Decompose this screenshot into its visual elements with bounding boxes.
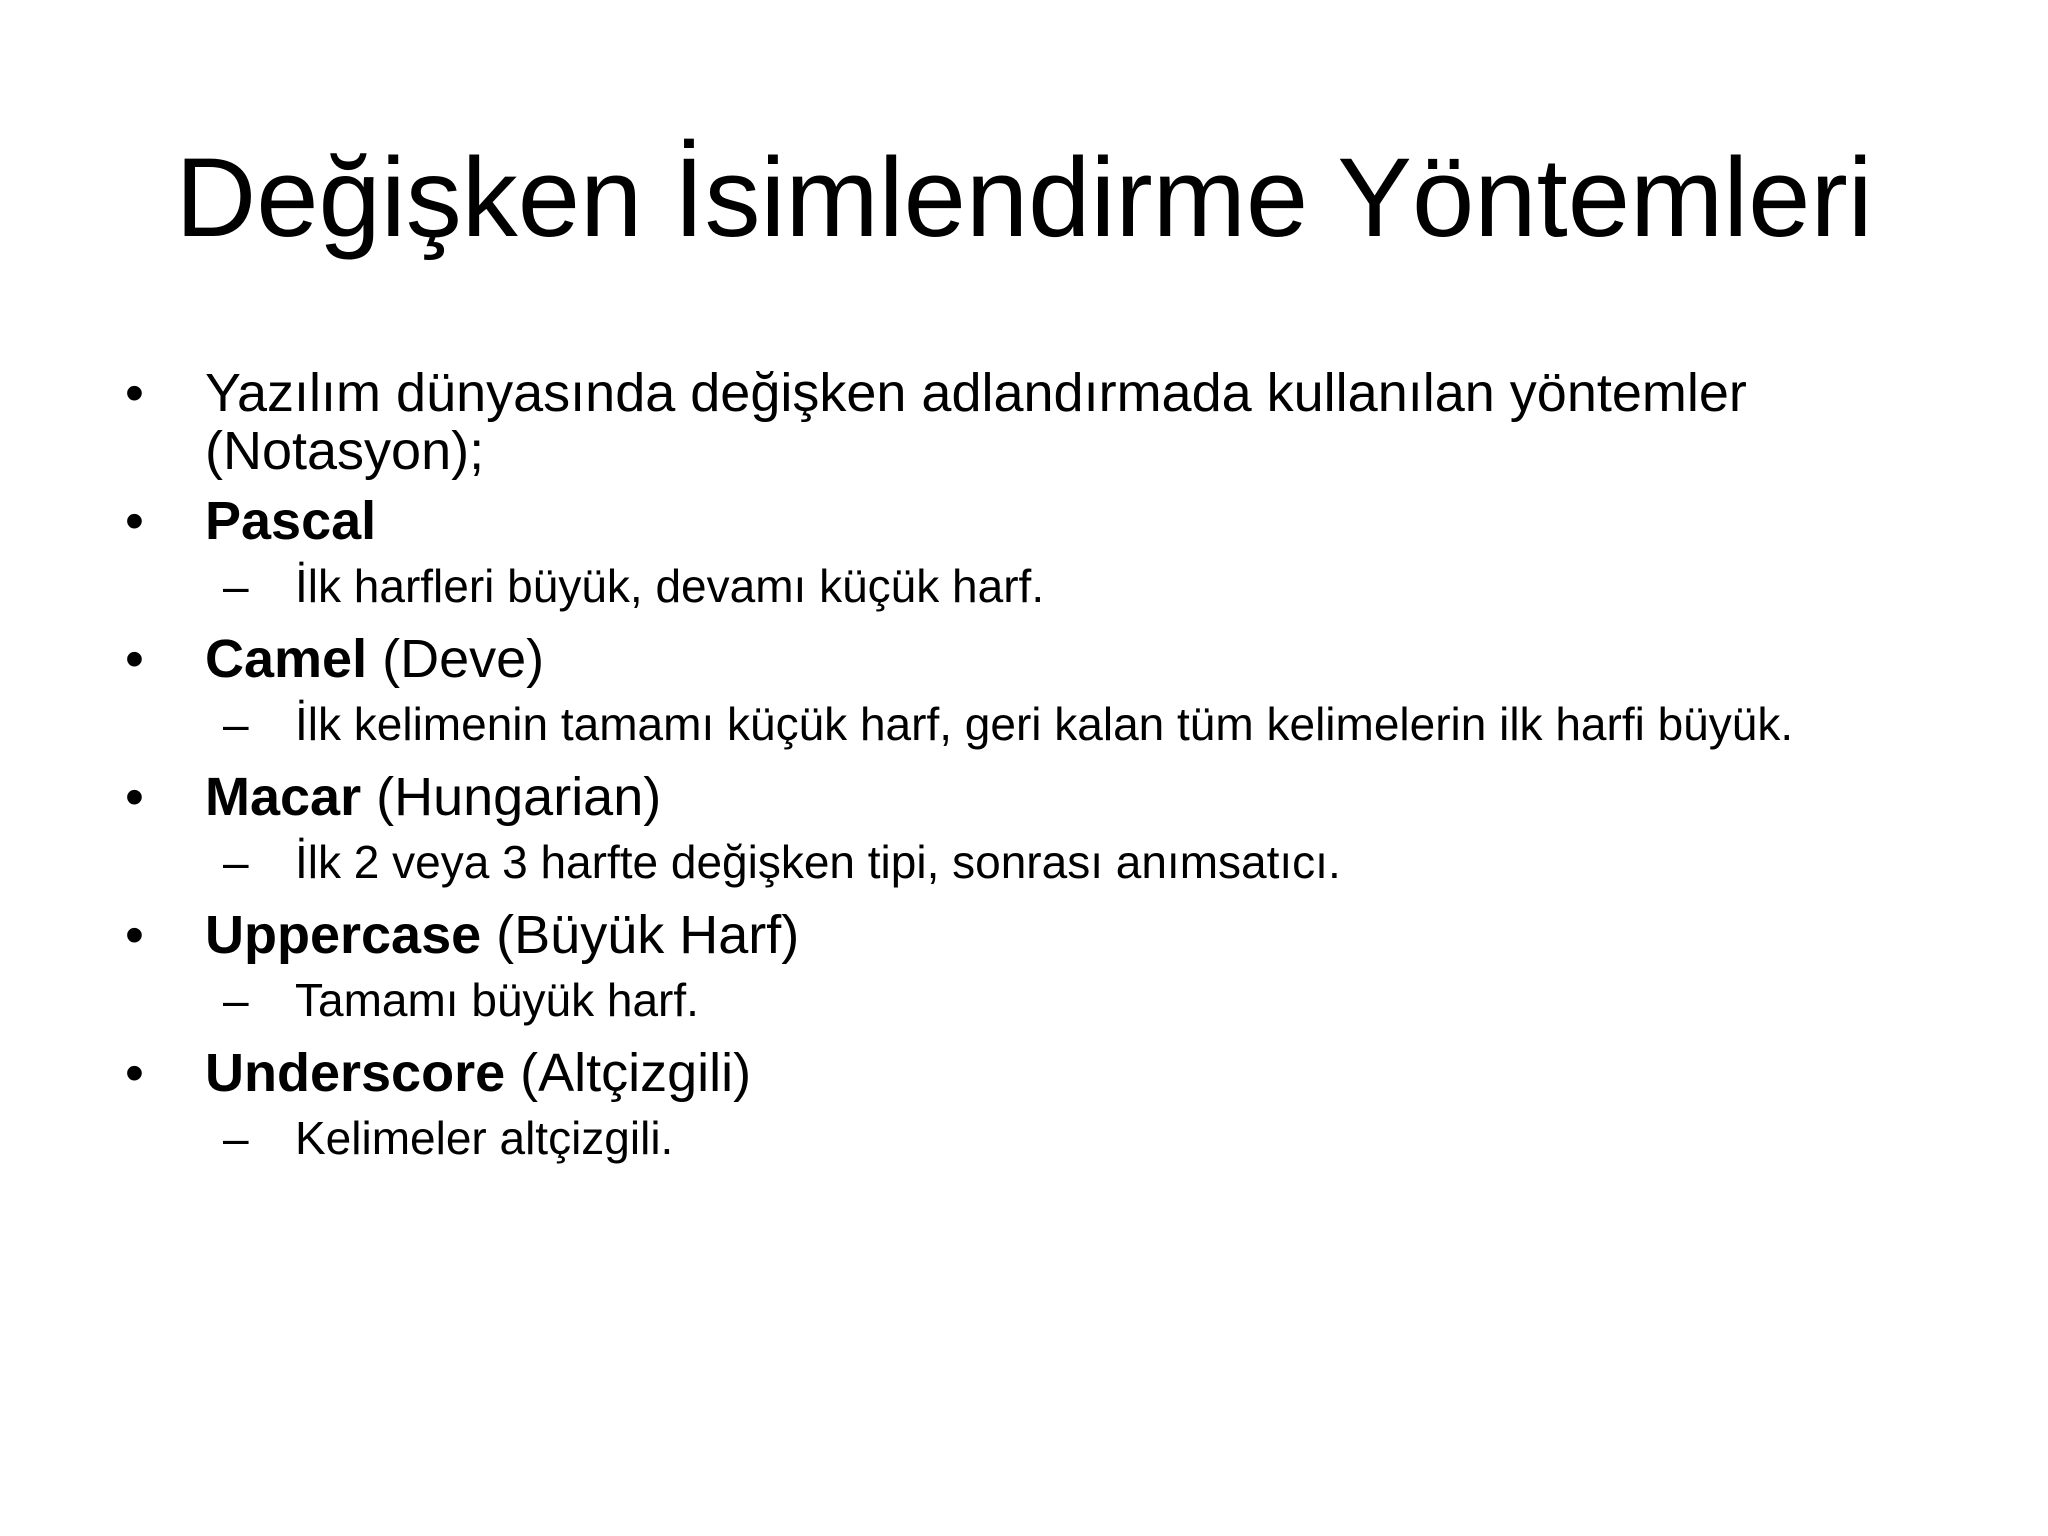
slide-title: Değişken İsimlendirme Yöntemleri <box>175 135 1873 260</box>
bullet-term: Pascal <box>205 491 377 551</box>
bullet-text: Yazılım dünyasında değişken adlandırmada kullanılan yöntemler (Notasyon); <box>205 363 1747 481</box>
bullet-term-note: (Büyük Harf) <box>481 905 800 965</box>
sub-item-uppercase <box>125 974 1965 1026</box>
bullet-icon: • <box>125 363 144 423</box>
sub-text: İlk kelimenin tamamı küçük harf, geri kalan tüm kelimelerin ilk harfi büyük. <box>295 698 1794 750</box>
bullet-term-note: (Deve) <box>367 629 545 689</box>
bullet-term: Macar <box>205 767 362 827</box>
bullet-item-pascal <box>125 492 1965 550</box>
bullet-icon: • <box>125 767 144 827</box>
dash-icon: – <box>223 836 249 888</box>
sub-item-macar <box>125 836 1965 888</box>
sub-item-camel <box>125 698 1965 750</box>
sub-text: İlk harfleri büyük, devamı küçük harf. <box>295 560 1045 612</box>
sub-text: Tamamı büyük harf. <box>295 974 699 1026</box>
bullet-icon: • <box>125 491 144 551</box>
dash-icon: – <box>223 974 249 1026</box>
bullet-icon: • <box>125 629 144 689</box>
dash-icon: – <box>223 560 249 612</box>
sub-text: İlk 2 veya 3 harfte değişken tipi, sonrası anımsatıcı. <box>295 836 1341 888</box>
bullet-icon: • <box>125 905 144 965</box>
sub-text: Kelimeler altçizgili. <box>295 1112 674 1164</box>
bullet-icon: • <box>125 1043 144 1103</box>
bullet-term-note: (Hungarian) <box>361 767 662 827</box>
bullet-term: Camel <box>205 629 368 689</box>
dash-icon: – <box>223 698 249 750</box>
bullet-item-uppercase <box>125 906 1965 964</box>
bullet-item-macar <box>125 768 1965 826</box>
bullet-term: Underscore <box>205 1043 506 1103</box>
bullet-item-camel <box>125 630 1965 688</box>
bullet-item-intro <box>125 364 1965 480</box>
bullet-list <box>125 364 1965 1182</box>
bullet-term: Uppercase <box>205 905 482 965</box>
bullet-term-note: (Altçizgili) <box>505 1043 752 1103</box>
sub-item-underscore <box>125 1112 1965 1164</box>
sub-item-pascal <box>125 560 1965 612</box>
bullet-item-underscore <box>125 1044 1965 1102</box>
dash-icon: – <box>223 1112 249 1164</box>
